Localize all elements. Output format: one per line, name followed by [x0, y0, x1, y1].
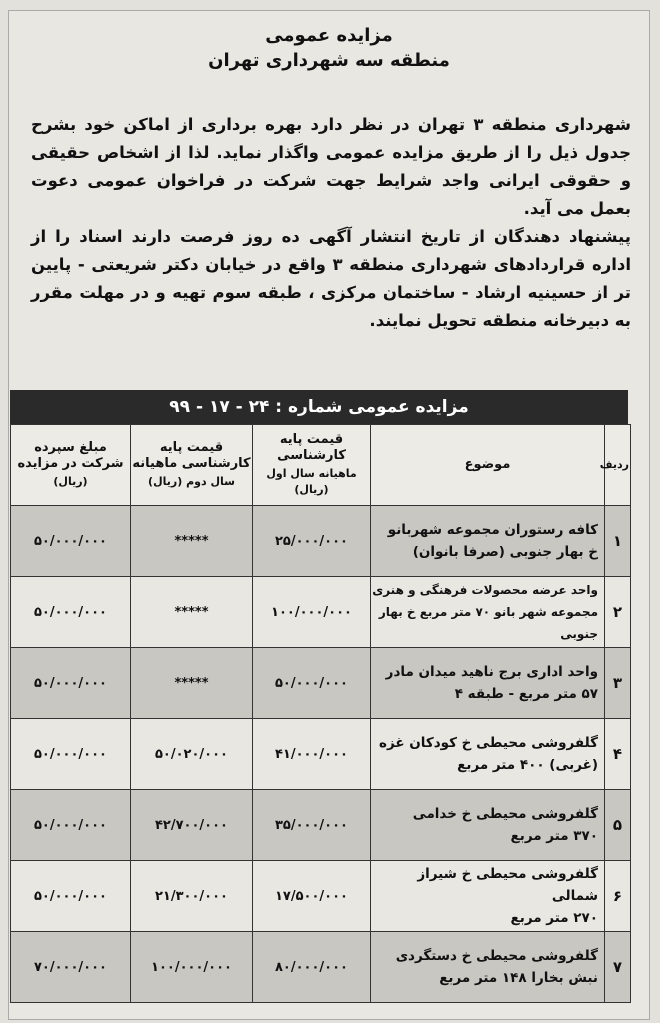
- row-deposit: ۵۰/۰۰۰/۰۰۰: [11, 790, 131, 861]
- row-price2: *****: [131, 648, 253, 719]
- row-price2: *****: [131, 577, 253, 648]
- row-price1: ۲۵/۰۰۰/۰۰۰: [253, 506, 371, 577]
- row-deposit: ۵۰/۰۰۰/۰۰۰: [11, 719, 131, 790]
- header-subject: موضوع: [371, 425, 605, 506]
- row-subject: [371, 577, 605, 648]
- table-row: [11, 506, 631, 577]
- table-row: [11, 648, 631, 719]
- body-paragraph-1: شهرداری منطقه ۳ تهران در نظر دارد بهره برداری از اماکن خود بشرح جدول ذیل را از طریق مزایده عمومی واگذار نماید. لذا از اشخاص حقیقی و حقوقی ایرانی واجد شرایط جهت شرکت در فراخوان عمومی دعوت بعمل می آید.: [31, 115, 631, 218]
- header-price1-label: قیمت پایه کارشناسی: [277, 432, 346, 463]
- row-price1: ۳۵/۰۰۰/۰۰۰: [253, 790, 371, 861]
- row-subject: [371, 861, 605, 932]
- header-num: ردیف: [605, 425, 631, 506]
- row-price2: ۵۰/۰۲۰/۰۰۰: [131, 719, 253, 790]
- row-subject-line1: واحد عرضه محصولات فرهنگی و هنری: [372, 583, 598, 597]
- row-subject-line2: ۲۷۰ متر مربع: [510, 910, 598, 926]
- notice-title: مزایده عمومی: [265, 25, 393, 46]
- row-subject: [371, 648, 605, 719]
- table-row: [11, 719, 631, 790]
- table-row: [11, 577, 631, 648]
- row-subject: [371, 790, 605, 861]
- header-price1: [253, 425, 371, 506]
- row-subject-line2: ۳۷۰ متر مربع: [510, 828, 598, 844]
- row-subject: [371, 506, 605, 577]
- header-price2: [131, 425, 253, 506]
- row-num: ۱: [605, 506, 631, 577]
- table-row: [11, 861, 631, 932]
- row-price2: ۴۲/۷۰۰/۰۰۰: [131, 790, 253, 861]
- header-deposit-sub: (ریال): [53, 475, 88, 488]
- row-deposit: ۷۰/۰۰۰/۰۰۰: [11, 932, 131, 1003]
- row-num: ۶: [605, 861, 631, 932]
- row-subject: [371, 719, 605, 790]
- header-price2-label: قیمت پایه کارشناسی ماهیانه: [132, 440, 251, 471]
- row-subject-line1: گلفروشی محیطی خ دستگردی: [395, 948, 598, 964]
- row-price1: ۴۱/۰۰۰/۰۰۰: [253, 719, 371, 790]
- auction-number-banner: مزایده عمومی شماره : ۲۴ - ۱۷ - ۹۹: [10, 390, 628, 424]
- row-subject-line1: گلفروشی محیطی خ شیراز شمالی: [417, 866, 598, 904]
- row-subject: [371, 932, 605, 1003]
- notice-body: [31, 111, 631, 335]
- header-deposit: [11, 425, 131, 506]
- row-subject-line2: خ بهار جنوبی (صرفا بانوان): [412, 544, 598, 560]
- row-deposit: ۵۰/۰۰۰/۰۰۰: [11, 506, 131, 577]
- header-price2-sub: سال دوم (ریال): [148, 475, 235, 488]
- row-subject-line1: کافه رستوران مجموعه شهربانو: [387, 522, 598, 538]
- row-price1: ۸۰/۰۰۰/۰۰۰: [253, 932, 371, 1003]
- row-num: ۷: [605, 932, 631, 1003]
- row-subject-line1: گلفروشی محیطی خ خدامی: [412, 806, 598, 822]
- row-price2: ۲۱/۳۰۰/۰۰۰: [131, 861, 253, 932]
- row-subject-line2: مجموعه شهر بانو ۷۰ متر مربع خ بهار جنوبی: [378, 605, 598, 641]
- row-deposit: ۵۰/۰۰۰/۰۰۰: [11, 577, 131, 648]
- row-deposit: ۵۰/۰۰۰/۰۰۰: [11, 861, 131, 932]
- row-deposit: ۵۰/۰۰۰/۰۰۰: [11, 648, 131, 719]
- table-row: [11, 932, 631, 1003]
- row-subject-line2: نبش بخارا ۱۴۸ متر مربع: [439, 970, 598, 986]
- body-paragraph-2: پیشنهاد دهندگان از تاریخ انتشار آگهی ده روز فرصت دارند اسناد را از اداره قراردادهای شهرداری منطقه ۳ واقع در خیابان دکتر شریعتی - پایین تر از حسینیه ارشاد - ساختمان مرکزی ، طبقه سوم تهیه و در مهلت مقرر به دبیرخانه منطقه تحویل نمایند.: [31, 227, 631, 330]
- header-price1-sub: ماهیانه سال اول (ریال): [266, 467, 357, 496]
- row-subject-line2: (غربی) ۴۰۰ متر مربع: [457, 757, 598, 773]
- row-num: ۲: [605, 577, 631, 648]
- header-deposit-label: مبلغ سپرده شرکت در مزایده: [17, 440, 124, 471]
- row-price1: ۱۷/۵۰۰/۰۰۰: [253, 861, 371, 932]
- table-header-row: [11, 425, 631, 506]
- row-num: ۴: [605, 719, 631, 790]
- row-price2: ۱۰۰/۰۰۰/۰۰۰: [131, 932, 253, 1003]
- row-price1: ۵۰/۰۰۰/۰۰۰: [253, 648, 371, 719]
- notice-subtitle: منطقه سه شهرداری تهران: [208, 50, 450, 71]
- row-num: ۵: [605, 790, 631, 861]
- row-subject-line2: ۵۷ متر مربع - طبقه ۴: [454, 686, 598, 702]
- notice-header: [9, 25, 649, 71]
- row-price1: ۱۰۰/۰۰۰/۰۰۰: [253, 577, 371, 648]
- row-num: ۳: [605, 648, 631, 719]
- row-subject-line1: واحد اداری برج ناهید میدان مادر: [385, 664, 598, 680]
- table-row: [11, 790, 631, 861]
- row-subject-line1: گلفروشی محیطی خ کودکان غزه: [378, 735, 598, 751]
- row-price2: *****: [131, 506, 253, 577]
- auction-table: [10, 424, 631, 1003]
